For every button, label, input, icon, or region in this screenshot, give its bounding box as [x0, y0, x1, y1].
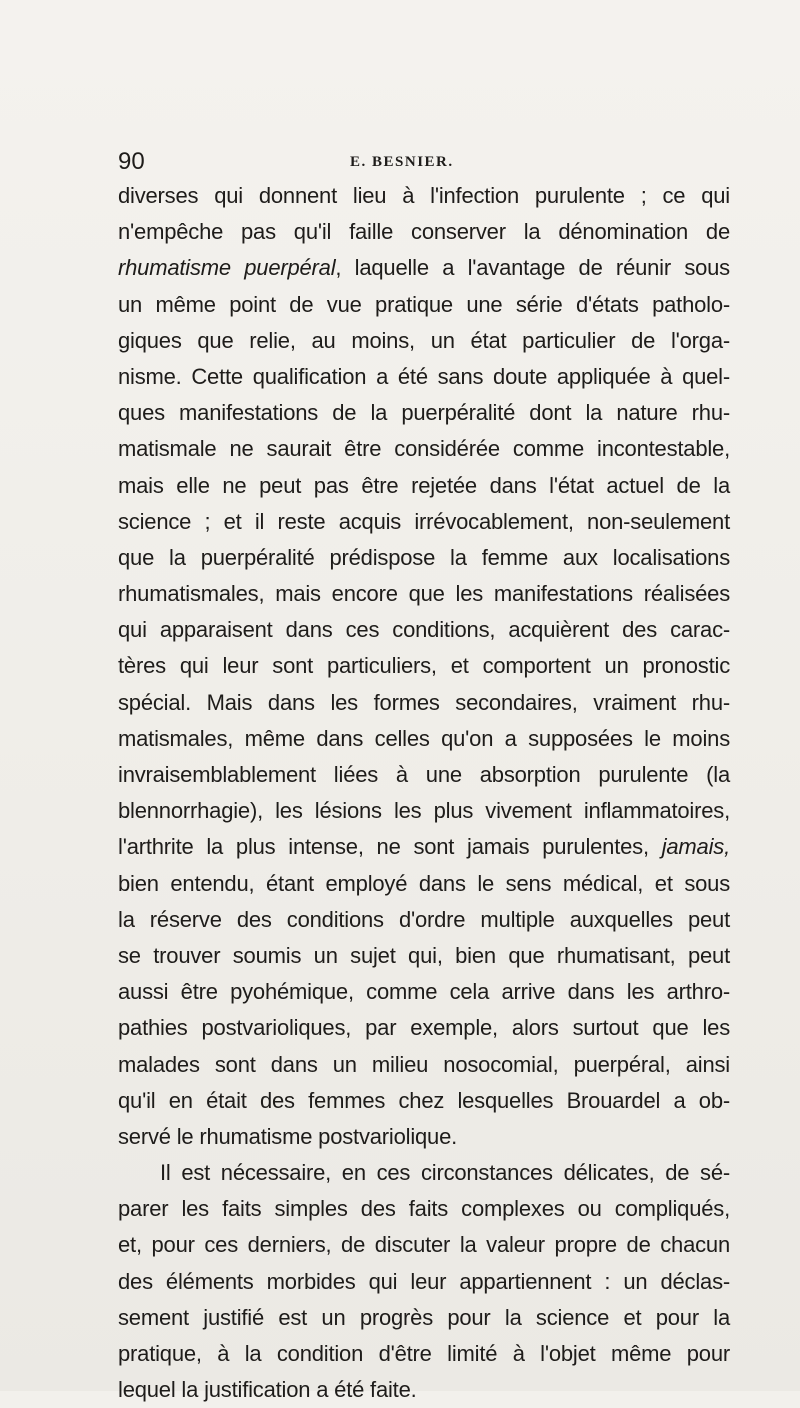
italic-term: jamais, — [661, 834, 730, 860]
text-line: tères qui leur sont particuliers, et comportent un pronostic — [118, 653, 730, 679]
text-line: matismale ne saurait être considérée comme incontestable, — [118, 436, 730, 462]
text-line: spécial. Mais dans les formes secondaires, vraiment rhu- — [118, 689, 730, 715]
body-text — [118, 178, 730, 1408]
text-line: invraisemblablement liées à une absorption purulente (la — [118, 762, 730, 787]
text-line: parer les faits simples des faits complexes ou compliqués, — [118, 1196, 730, 1222]
text-line: l'arthrite la plus intense, ne sont jamais purulentes, jamais, — [118, 834, 730, 860]
text-line: qu'il en était des femmes chez lesquelles Brouardel a ob- — [118, 1087, 730, 1113]
text-line: rhumatisme puerpéral, laquelle a l'avantage de réunir sous — [118, 255, 730, 281]
text-line: science ; et il reste acquis irrévocablement, non-seulement — [118, 508, 730, 534]
text-line: mais elle ne peut pas être rejetée dans l'état actuel de la — [118, 472, 730, 498]
running-title: E. BESNIER. — [350, 154, 454, 170]
text-line: et, pour ces derniers, de discuter la valeur propre de chacun — [118, 1232, 730, 1258]
page-number: 90 — [118, 148, 145, 175]
text-line: nisme. Cette qualification a été sans doute appliquée à quel- — [118, 363, 730, 389]
text-line: pratique, à la condition d'être limité à l'objet même pour — [118, 1341, 730, 1366]
text-line: malades sont dans un milieu nosocomial, puerpéral, ainsi — [118, 1051, 730, 1077]
text-line: pathies postvarioliques, par exemple, alors surtout que les — [118, 1015, 730, 1041]
paragraph-2 — [118, 1155, 730, 1408]
text-line: matismales, même dans celles qu'on a supposées le moins — [118, 725, 730, 751]
text-line: aussi être pyohémique, comme cela arrive dans les arthro- — [118, 979, 730, 1005]
italic-term: rhumatisme puerpéral — [118, 255, 336, 281]
text-line: servé le rhumatisme postvariolique. — [118, 1123, 458, 1149]
text-line: que la puerpéralité prédispose la femme aux localisations — [118, 544, 730, 570]
text-line: se trouver soumis un sujet qui, bien que rhumatisant, peut — [118, 942, 730, 968]
text-line: des éléments morbides qui leur appartiennent : un déclas- — [118, 1268, 730, 1294]
text-line: la réserve des conditions d'ordre multiple auxquelles peut — [118, 906, 730, 932]
text-line: un même point de vue pratique une série d'états patholo- — [118, 291, 730, 317]
text-line: sement justifié est un progrès pour la science et pour la — [118, 1304, 730, 1330]
text-line: qui apparaisent dans ces conditions, acquièrent des carac- — [118, 617, 730, 643]
running-head — [118, 148, 730, 178]
text-line: giques que relie, au moins, un état particulier de l'orga- — [118, 327, 730, 353]
text-line: rhumatismales, mais encore que les manifestations réalisées — [118, 581, 730, 607]
paragraph-1 — [118, 178, 730, 1155]
text-line: lequel la justification a été faite. — [118, 1377, 417, 1403]
text-line: bien entendu, étant employé dans le sens médical, et sous — [118, 870, 730, 896]
text-line: n'empêche pas qu'il faille conserver la dénomination de — [118, 219, 730, 245]
text-line: blennorrhagie), les lésions les plus vivement inflammatoires, — [118, 798, 730, 824]
text-line: diverses qui donnent lieu à l'infection purulente ; ce qui — [118, 183, 730, 208]
text-line: Il est nécessaire, en ces circonstances délicates, de sé- — [160, 1160, 730, 1186]
text-line: ques manifestations de la puerpéralité dont la nature rhu- — [118, 400, 730, 426]
